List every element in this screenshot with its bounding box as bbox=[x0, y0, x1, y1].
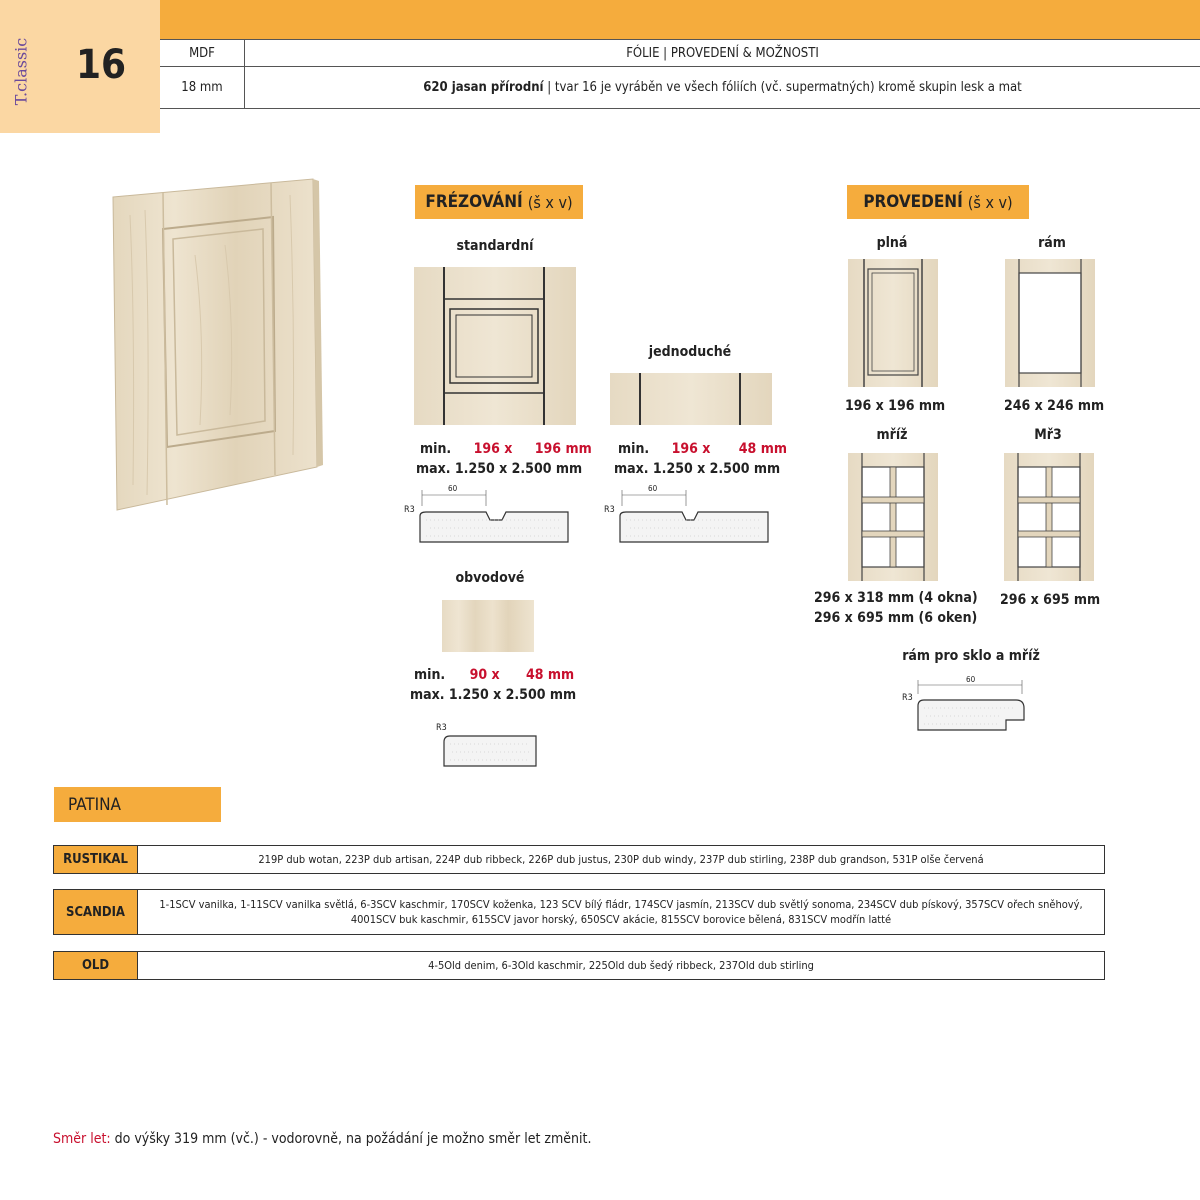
svg-text:60: 60 bbox=[966, 675, 976, 684]
jednoduche-max: max. 1.250 x 2.500 mm bbox=[614, 461, 781, 477]
obvodove-min: min. 90 x 48 mm bbox=[414, 667, 575, 683]
svg-text:R3: R3 bbox=[436, 723, 447, 733]
svg-text:R3: R3 bbox=[404, 505, 415, 515]
mriz-size-4: 296 x 318 mm (4 okna) bbox=[814, 590, 978, 606]
mriz-label: mříž bbox=[876, 427, 908, 443]
svg-text:R3: R3 bbox=[604, 505, 615, 515]
patina-desc: 219P dub wotan, 223P dub artisan, 224P dub ribbeck, 226P dub justus, 230P dub windy, 237P dub stirling, 238P dub grandson, 531P olše červená bbox=[258, 853, 984, 866]
jednoduche-label: jednoduché bbox=[648, 344, 732, 360]
ram-label: rám bbox=[1038, 235, 1066, 251]
obvodove-door-image bbox=[442, 600, 534, 652]
header-bar bbox=[160, 0, 1200, 40]
patina-row-scandia bbox=[53, 889, 1105, 935]
patina-name: SCANDIA bbox=[54, 890, 138, 934]
ram-door-image bbox=[1005, 259, 1095, 387]
col2-header: FÓLIE | PROVEDENÍ & MOŽNOSTI bbox=[626, 45, 819, 61]
svg-text:60: 60 bbox=[648, 484, 658, 493]
ram-sklo-label: rám pro sklo a mříž bbox=[902, 648, 1040, 664]
patina-desc: 1-1SCV vanilka, 1-11SCV vanilka světlá, 6-3SCV kaschmir, 170SCV koženka, 123 SCV bílý fládr, 174SCV jasmín, 213SCV dub světlý sonoma, 234SCV dub pískový, 357SCV ořech sněhový, 4001SCV buk kaschmir, 615SCV javor horský, 650SCV akácie, 815SCV borovice bělená, 831SCV modřín latté bbox=[159, 898, 1083, 926]
standardni-door-image bbox=[414, 267, 576, 425]
col1-header: MDF bbox=[189, 45, 215, 61]
svg-text:60: 60 bbox=[448, 484, 458, 493]
obvodove-max: max. 1.250 x 2.500 mm bbox=[410, 687, 577, 703]
mriz-door-image bbox=[848, 453, 938, 581]
patina-row-rustikal bbox=[53, 845, 1105, 874]
jednoduche-min: min. 196 x 48 mm bbox=[618, 441, 787, 457]
patina-name: OLD bbox=[54, 952, 138, 979]
patina-title: PATINA bbox=[54, 787, 221, 822]
plna-size: 196 x 196 mm bbox=[845, 398, 946, 414]
standardni-min: min. 196 x 196 mm bbox=[420, 441, 592, 457]
plna-door-image bbox=[848, 259, 938, 387]
obvodove-profile-diagram bbox=[432, 718, 544, 770]
col1-value: 18 mm bbox=[181, 80, 223, 95]
door-product-image bbox=[105, 175, 330, 515]
standardni-label: standardní bbox=[456, 238, 534, 254]
standardni-max: max. 1.250 x 2.500 mm bbox=[416, 461, 583, 477]
grain-direction-note: Směr let: do výšky 319 mm (vč.) - vodorovně, na požádání je možno směr let změnit. bbox=[53, 1131, 592, 1147]
mr3-size: 296 x 695 mm bbox=[1000, 592, 1101, 608]
page-number: 16 bbox=[76, 42, 127, 88]
finish-note: | tvar 16 je vyráběn ve všech fóliích (vč. supermatných) kromě skupin lesk a mat bbox=[543, 80, 1022, 95]
page-number-tile bbox=[0, 0, 160, 133]
patina-desc: 4-5Old denim, 6-3Old kaschmir, 225Old dub šedý ribbeck, 237Old dub stirling bbox=[428, 959, 814, 972]
obvodove-label: obvodové bbox=[455, 570, 525, 586]
ram-size: 246 x 246 mm bbox=[1004, 398, 1105, 414]
col2-value bbox=[245, 67, 1200, 108]
jednoduche-door-image bbox=[610, 373, 772, 425]
finish-name: 620 jasan přírodní bbox=[423, 80, 544, 95]
standardni-profile-diagram bbox=[400, 480, 575, 546]
mr3-label: Mř3 bbox=[1034, 427, 1062, 443]
mr3-door-image bbox=[1004, 453, 1094, 581]
plna-label: plná bbox=[876, 235, 908, 251]
patina-row-old bbox=[53, 951, 1105, 980]
patina-name: RUSTIKAL bbox=[54, 846, 138, 873]
ram-sklo-profile-diagram bbox=[900, 672, 1030, 736]
provedeni-title: PROVEDENÍ (š x v) bbox=[847, 185, 1029, 219]
brand-logo: T.classic bbox=[11, 37, 31, 106]
frezovani-title: FRÉZOVÁNÍ (š x v) bbox=[415, 185, 583, 219]
mriz-size-6: 296 x 695 mm (6 oken) bbox=[814, 610, 978, 626]
svg-text:R3: R3 bbox=[902, 693, 913, 703]
jednoduche-profile-diagram bbox=[600, 480, 775, 546]
